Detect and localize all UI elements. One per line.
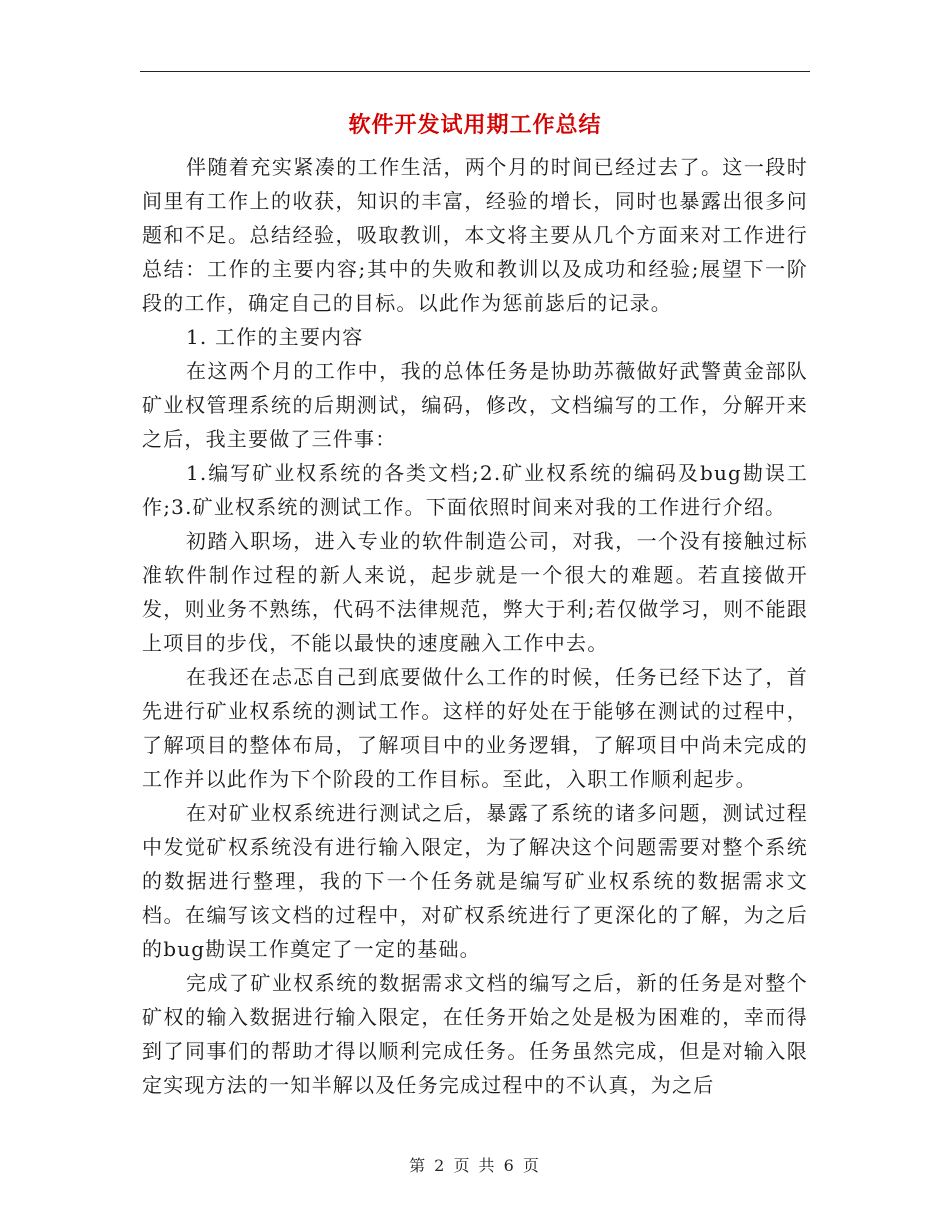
paragraph-overall-task: 在这两个月的工作中，我的总体任务是协助苏薇做好武警黄金部队矿业权管理系统的后期测试，编码，修改，文档编写的工作，分解开来之后，我主要做了三件事： (142, 359, 808, 451)
paragraph-testing-start: 在我还在忐忑自己到底要做什么工作的时候，任务已经下达了，首先进行矿业权系统的测试工作。这样的好处在于能够在测试的过程中，了解项目的整体布局，了解项目中的业务逻辑，了解项目中尚未完成的工作并以此作为下个阶段的工作目标。至此，入职工作顺利起步。 (142, 665, 808, 791)
paragraph-first-steps: 初踏入职场，进入专业的软件制造公司，对我，一个没有接触过标准软件制作过程的新人来说，起步就是一个很大的难题。若直接做开发，则业务不熟练，代码不法律规范，弊大于利;若仅做学习，则不能跟上项目的步伐，不能以最快的速度融入工作中去。 (142, 529, 808, 655)
document-body (142, 150, 808, 1102)
paragraph-three-tasks: 1.编写矿业权系统的各类文档;2.矿业权系统的编码及bug勘误工作;3.矿业权系统的测试工作。下面依照时间来对我的工作进行介绍。 (142, 461, 808, 519)
section-heading-main-work: 1. 工作的主要内容 (186, 325, 364, 349)
document-title: 软件开发试用期工作总结 (348, 113, 602, 138)
paragraph-data-requirements: 在对矿业权系统进行测试之后，暴露了系统的诸多问题，测试过程中发觉矿权系统没有进行输入限定，为了解决这个问题需要对整个系统的数据进行整理，我的下一个任务就是编写矿业权系统的数据需求文档。在编写该文档的过程中，对矿权系统进行了更深化的了解，为之后的bug勘误工作奠定了一定的基础。 (142, 801, 808, 961)
page-footer: 第 2 页 共 6 页 (409, 1156, 541, 1175)
paragraph-input-limits: 完成了矿业权系统的数据需求文档的编写之后，新的任务是对整个矿权的输入数据进行输入限定，在任务开始之处是极为困难的，幸而得到了同事们的帮助才得以顺利完成任务。任务虽然完成，但是对输入限定实现方法的一知半解以及任务完成过程中的不认真，为之后 (142, 971, 808, 1097)
paragraph-intro: 伴随着充实紧凑的工作生活，两个月的时间已经过去了。这一段时间里有工作上的收获，知识的丰富，经验的增长，同时也暴露出很多问题和不足。总结经验，吸取教训，本文将主要从几个方面来对工作进行总结：工作的主要内容;其中的失败和教训以及成功和经验;展望下一阶段的工作，确定自己的目标。以此作为惩前毖后的记录。 (142, 155, 808, 315)
header-rule (140, 71, 810, 72)
